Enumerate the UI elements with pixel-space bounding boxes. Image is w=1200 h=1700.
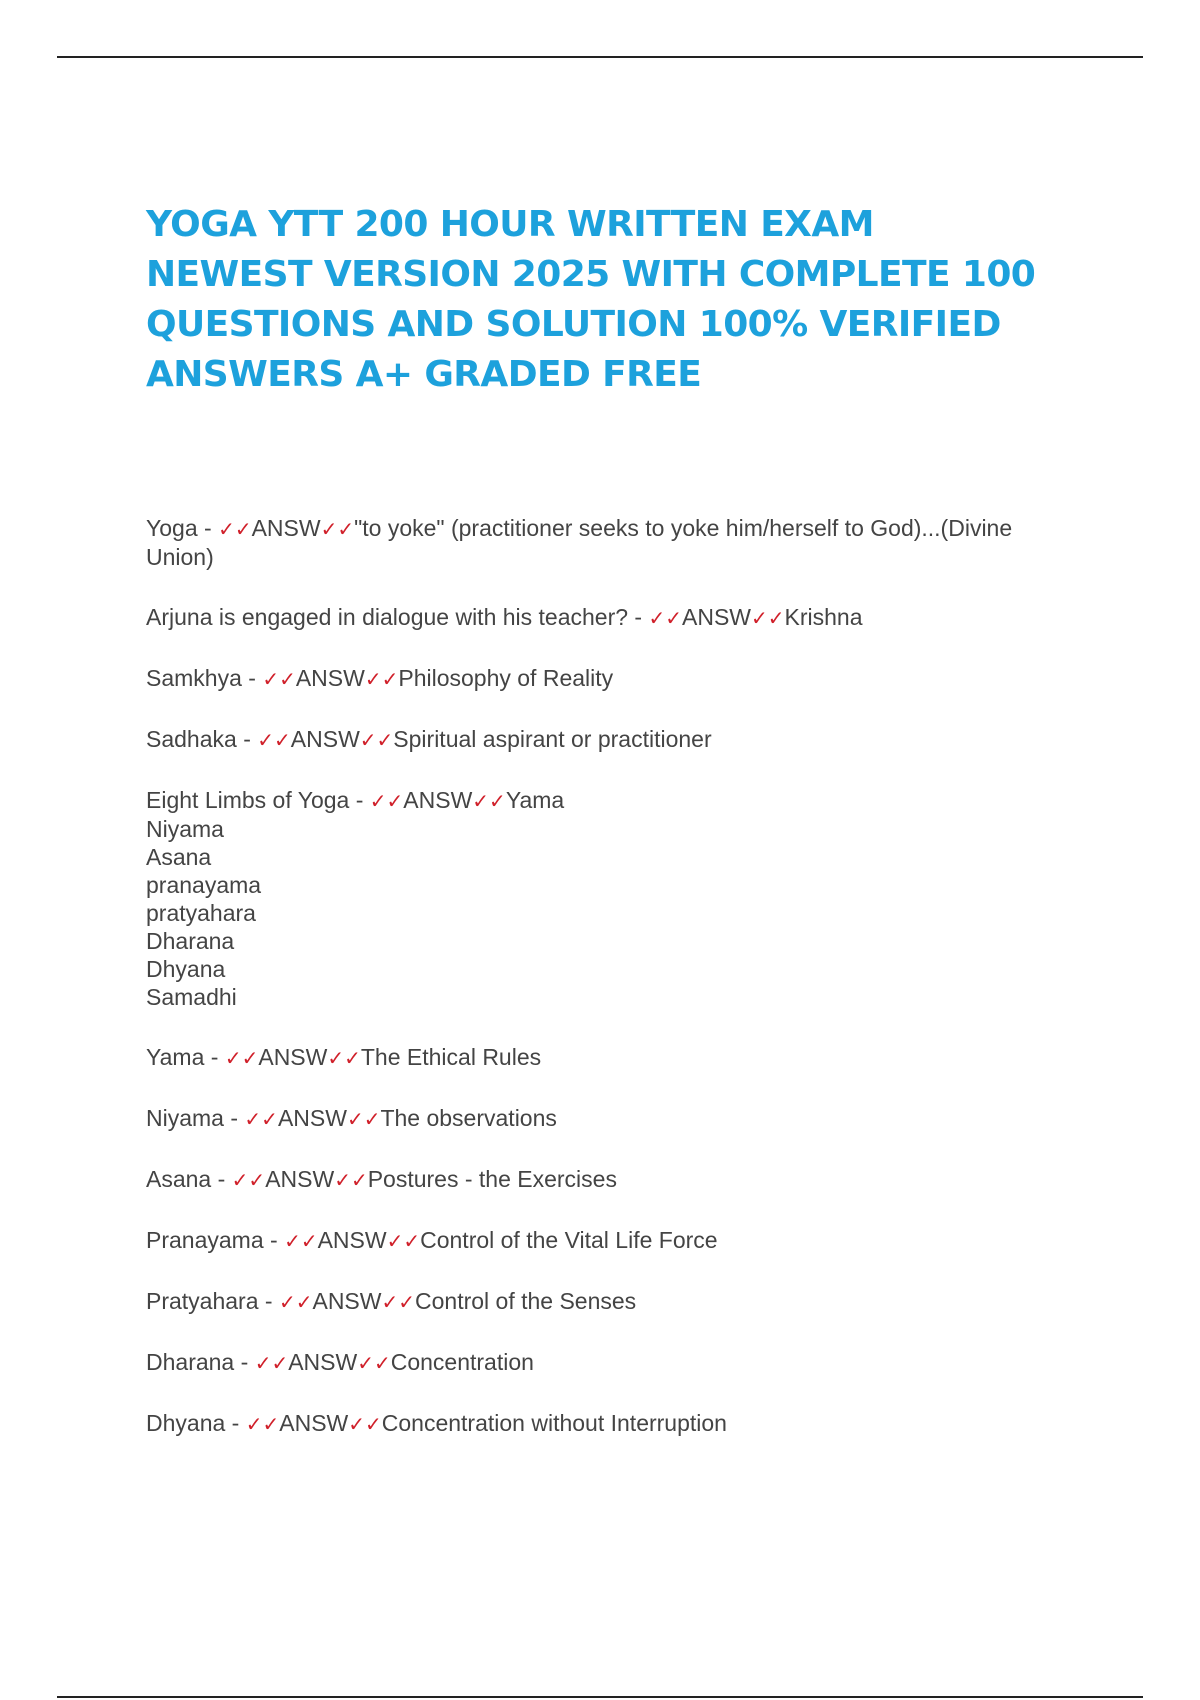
check-icon: ✓✓: [278, 1290, 313, 1314]
qa-item: Dharana - ✓✓ANSW✓✓Concentration: [146, 1349, 534, 1375]
qa-item: Arjuna is engaged in dialogue with his teacher? - ✓✓ANSW✓✓Krishna: [146, 604, 863, 630]
answer-marker: ANSW: [265, 1166, 335, 1192]
check-icon: ✓✓: [257, 728, 291, 752]
qa-item: Dhyana - ✓✓ANSW✓✓Concentration without Interruption: [146, 1410, 727, 1436]
check-icon: ✓✓: [348, 1412, 382, 1436]
question-term: Arjuna is engaged in dialogue with his teacher?: [146, 604, 629, 630]
qa-item: Yoga - ✓✓ANSW✓✓"to yoke" (practitioner seeks to yoke him/herself to God)...(Divine Union): [146, 515, 1013, 570]
qa-item: Sadhaka - ✓✓ANSW✓✓Spiritual aspirant or practitioner: [146, 726, 712, 752]
answer-text: Krishna: [784, 604, 863, 630]
answer-text: Spiritual aspirant or practitioner: [393, 726, 712, 752]
answer-text: "to yoke" (practitioner seeks to yoke him/herself to God)...(Divine Union): [146, 515, 1013, 570]
check-icon: ✓✓: [364, 667, 399, 691]
bottom-rule: [57, 1696, 1143, 1698]
check-icon: ✓✓: [369, 789, 404, 813]
check-icon: ✓✓: [218, 517, 252, 541]
question-term: Niyama: [146, 1105, 224, 1131]
answer-marker: ANSW: [682, 604, 752, 630]
check-icon: ✓✓: [262, 667, 296, 691]
answer-marker: ANSW: [277, 1105, 347, 1131]
check-icon: ✓✓: [254, 1351, 289, 1375]
answer-marker: ANSW: [251, 515, 321, 541]
answer-text: Control of the Vital Life Force: [420, 1227, 718, 1253]
question-term: Pratyahara: [146, 1288, 259, 1314]
answer-marker: ANSW: [279, 1410, 349, 1436]
answer-text: The observations: [380, 1105, 557, 1131]
check-icon: ✓✓: [320, 517, 355, 541]
document-title: YOGA YTT 200 HOUR WRITTEN EXAM NEWEST VERSION 2025 WITH COMPLETE 100 QUESTIONS AND SOLUTION 100% VERIFIED ANSWERS A+ GRADED FREE: [146, 204, 1036, 395]
answer-marker: ANSW: [290, 726, 360, 752]
qa-item: Yama - ✓✓ANSW✓✓The Ethical Rules: [146, 1044, 542, 1070]
answer-marker: ANSW: [317, 1227, 387, 1253]
qa-item: Eight Limbs of Yoga - ✓✓ANSW✓✓Yama Niyama Asana pranayama pratyahara Dharana Dhyana Samadhi: [146, 787, 565, 1010]
answer-marker: ANSW: [312, 1288, 382, 1314]
question-term: Eight Limbs of Yoga: [146, 787, 350, 813]
question-term: Sadhaka: [146, 726, 237, 752]
check-icon: ✓✓: [648, 606, 683, 630]
check-icon: ✓✓: [231, 1168, 266, 1192]
check-icon: ✓✓: [357, 1351, 391, 1375]
check-icon: ✓✓: [751, 606, 785, 630]
qa-item: Samkhya - ✓✓ANSW✓✓Philosophy of Reality: [146, 665, 614, 691]
answer-text: Concentration without Interruption: [381, 1410, 727, 1436]
qa-item: Niyama - ✓✓ANSW✓✓The observations: [146, 1105, 557, 1131]
answer-marker: ANSW: [403, 787, 473, 813]
check-icon: ✓✓: [381, 1290, 415, 1314]
check-icon: ✓✓: [472, 789, 506, 813]
check-icon: ✓✓: [284, 1229, 318, 1253]
answer-marker: ANSW: [295, 665, 365, 691]
answer-text: The Ethical Rules: [360, 1044, 542, 1070]
check-icon: ✓✓: [224, 1046, 259, 1070]
answer-text: Postures - the Exercises: [367, 1166, 617, 1192]
question-term: Samkhya: [146, 665, 242, 691]
qa-item: Pratyahara - ✓✓ANSW✓✓Control of the Senses: [146, 1288, 637, 1314]
check-icon: ✓✓: [386, 1229, 421, 1253]
question-term: Dhyana: [146, 1410, 226, 1436]
qa-item: Asana - ✓✓ANSW✓✓Postures - the Exercises: [146, 1166, 617, 1192]
check-icon: ✓✓: [327, 1046, 361, 1070]
check-icon: ✓✓: [359, 728, 394, 752]
answer-text: Concentration: [390, 1349, 534, 1375]
check-icon: ✓✓: [346, 1107, 381, 1131]
answer-text: Control of the Senses: [415, 1288, 637, 1314]
top-rule: [57, 56, 1143, 58]
qa-item: Pranayama - ✓✓ANSW✓✓Control of the Vital Life Force: [146, 1227, 718, 1253]
answer-text: Philosophy of Reality: [398, 665, 614, 691]
question-term: Asana: [146, 1166, 212, 1192]
qa-list: [146, 514, 1086, 1470]
question-term: Yoga: [146, 515, 198, 541]
check-icon: ✓✓: [245, 1412, 280, 1436]
answer-text: Yama Niyama Asana pranayama pratyahara Dharana Dhyana Samadhi: [146, 787, 565, 1010]
answer-marker: ANSW: [258, 1044, 328, 1070]
answer-marker: ANSW: [288, 1349, 358, 1375]
question-term: Yama: [146, 1044, 205, 1070]
question-term: Pranayama: [146, 1227, 264, 1253]
check-icon: ✓✓: [244, 1107, 278, 1131]
question-term: Dharana: [146, 1349, 235, 1375]
check-icon: ✓✓: [334, 1168, 368, 1192]
